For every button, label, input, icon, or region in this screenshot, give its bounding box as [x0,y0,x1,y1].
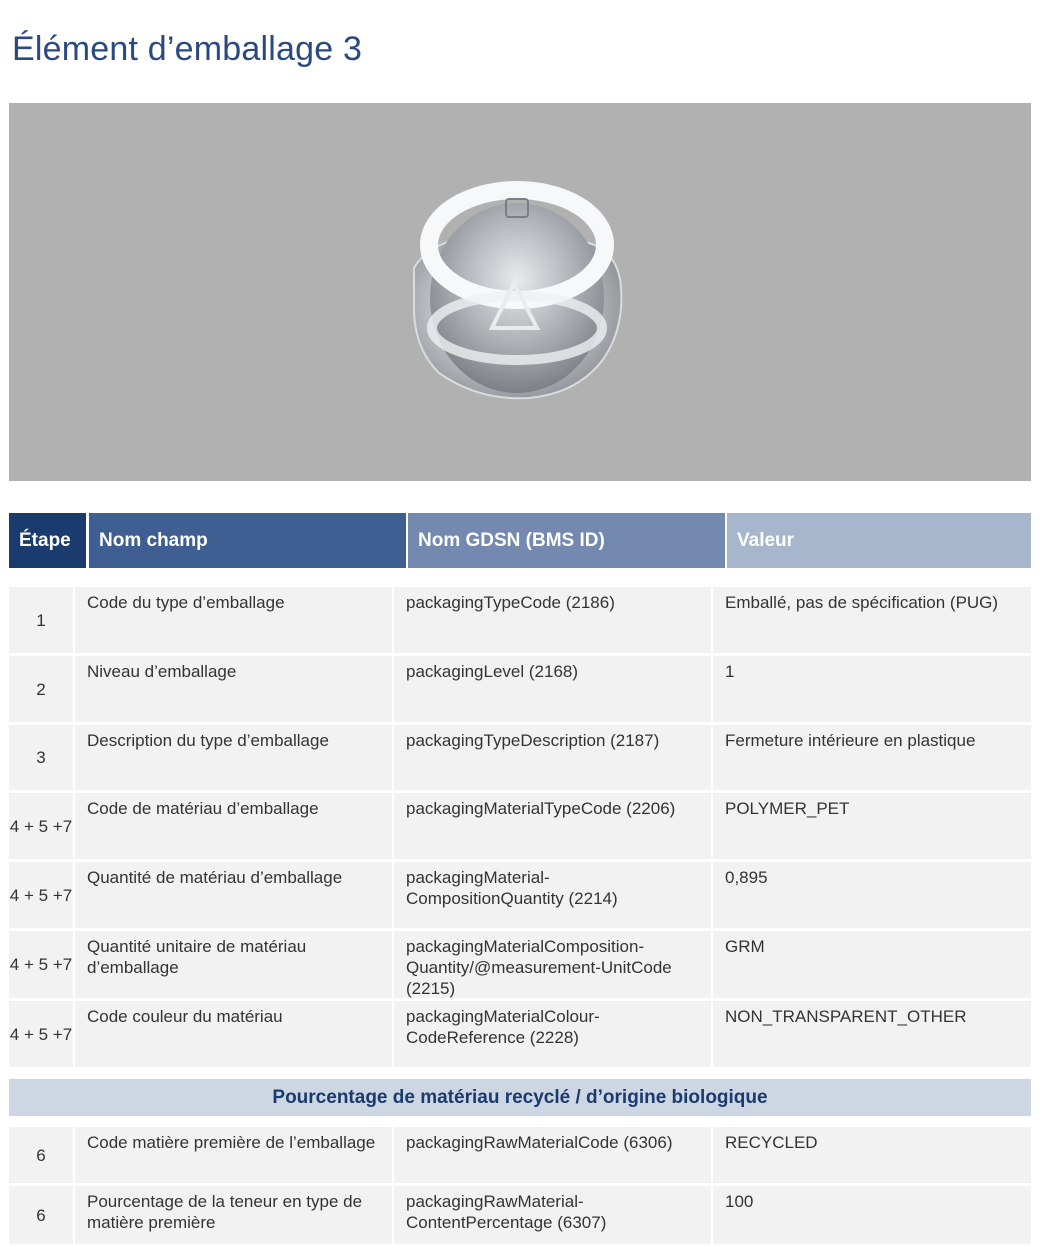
cell-step: 3 [9,725,73,790]
table-row [9,1186,1031,1244]
table-row [9,862,1031,928]
cell-field: Code du type d’emballage [75,587,392,653]
section-heading-recycled: Pourcentage de matériau recyclé / d’origine biologique [9,1079,1031,1116]
cell-gdsn: packagingRawMaterial-ContentPercentage (6307) [394,1186,711,1244]
cell-value: 1 [713,656,1031,722]
cell-gdsn: packagingMaterialComposition-Quantity/@measurement-UnitCode (2215) [394,931,711,998]
cell-step: 4 + 5 +7 [9,793,73,859]
header-field-name: Nom champ [89,513,406,568]
cell-step: 4 + 5 +7 [9,1001,73,1067]
cell-field: Pourcentage de la teneur en type de matière première [75,1186,392,1244]
cell-value: POLYMER_PET [713,793,1031,859]
cell-field: Quantité unitaire de matériau d’emballage [75,931,392,998]
cell-value: 100 [713,1186,1031,1244]
cell-value: Fermeture intérieure en plastique [713,725,1031,790]
cell-gdsn: packagingMaterial-CompositionQuantity (2214) [394,862,711,928]
cell-step: 4 + 5 +7 [9,862,73,928]
cell-field: Niveau d’emballage [75,656,392,722]
cell-step: 2 [9,656,73,722]
cell-value: RECYCLED [713,1127,1031,1183]
cell-step: 1 [9,587,73,653]
cell-field: Code couleur du matériau [75,1001,392,1067]
cell-gdsn: packagingTypeDescription (2187) [394,725,711,790]
table-header [9,513,1031,568]
cell-gdsn: packagingLevel (2168) [394,656,711,722]
table-row [9,1127,1031,1183]
cell-gdsn: packagingMaterialColour-CodeReference (2228) [394,1001,711,1067]
cell-value: 0,895 [713,862,1031,928]
cell-gdsn: packagingRawMaterialCode (6306) [394,1127,711,1183]
table-row [9,725,1031,790]
cell-step: 4 + 5 +7 [9,931,73,998]
page-title: Élément d’emballage 3 [12,30,363,68]
cell-step: 6 [9,1127,73,1183]
table-row [9,793,1031,859]
cell-value: Emballé, pas de spécification (PUG) [713,587,1031,653]
packaging-cap-image [9,103,1031,481]
cell-step: 6 [9,1186,73,1244]
cell-value: NON_TRANSPARENT_OTHER [713,1001,1031,1067]
header-step: Étape [9,513,86,568]
table-row [9,587,1031,653]
cell-gdsn: packagingMaterialTypeCode (2206) [394,793,711,859]
cell-field: Description du type d’emballage [75,725,392,790]
table-row [9,1001,1031,1067]
header-gdsn-name: Nom GDSN (BMS ID) [408,513,725,568]
table-row [9,656,1031,722]
cell-gdsn: packagingTypeCode (2186) [394,587,711,653]
table-row [9,931,1031,998]
product-photo [9,103,1031,481]
header-value: Valeur [727,513,1031,568]
cell-field: Quantité de matériau d’emballage [75,862,392,928]
cell-field: Code de matériau d’emballage [75,793,392,859]
cell-field: Code matière première de l’emballage [75,1127,392,1183]
cell-value: GRM [713,931,1031,998]
